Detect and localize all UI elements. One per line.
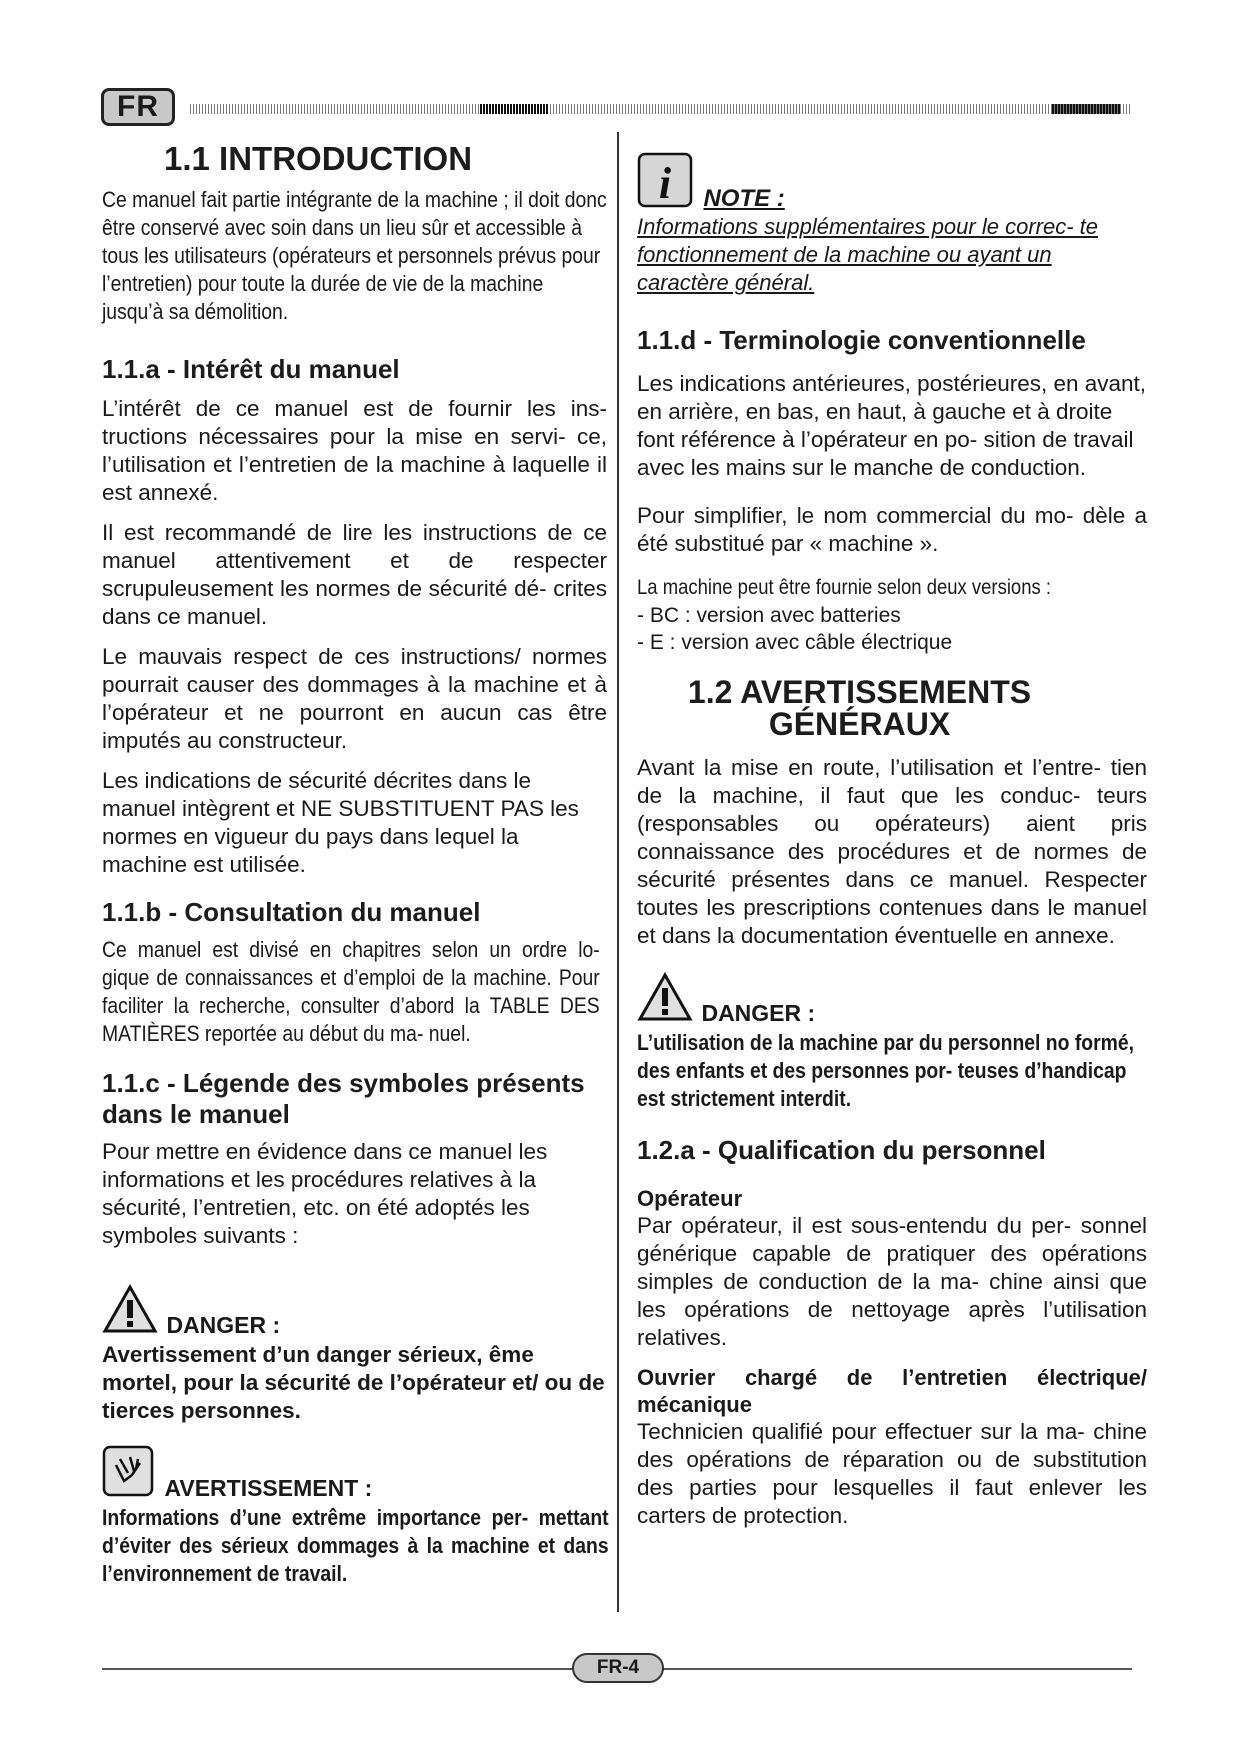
paragraph-a4: Les indications de sécurité décrites dans le manuel intègrent et NE SUBSTITUENT PAS les normes en vigueur du pays dans lequel la machine est utilisée. — [102, 768, 579, 877]
note-legend — [637, 152, 1147, 213]
right-column — [637, 152, 1147, 1530]
column-divider — [617, 132, 619, 1612]
subsection-title-c: 1.1.c - Légende des symboles présents dans le manuel — [102, 1068, 585, 1129]
header-rule-mark — [480, 104, 548, 114]
paragraph-c: Pour mettre en évidence dans ce manuel les informations et les procédures relatives à la sécurité, l’entretien, etc. on été adoptés les symboles suivants : — [102, 1139, 548, 1248]
paragraph-d3: La machine peut être fournie selon deux versions : — [637, 576, 1051, 599]
danger-label: DANGER : — [701, 1000, 816, 1026]
note-text: Informations supplémentaires pour le correc- te fonctionnement de la machine ou ayant un caractère général. — [637, 214, 1098, 295]
paragraph-a3: Le mauvais respect de ces instructions/ normes pourrait causer des dommages à la machine et à l’opérateur et ne pourront en aucun cas être imputés au constructeur. — [102, 644, 607, 753]
warning-triangle-icon — [102, 1284, 158, 1339]
svg-text:i: i — [658, 159, 672, 208]
language-badge: FR — [101, 88, 175, 126]
warning-legend — [102, 1445, 607, 1502]
header-rule-mark — [1052, 104, 1120, 114]
section-title-line-2: GÉNÉRAUX — [768, 706, 951, 742]
subsection-title-b: 1.1.b - Consultation du manuel — [102, 897, 481, 927]
section-title-line-1: 1.2 AVERTISSEMENTS — [687, 674, 1032, 710]
hand-warning-icon — [102, 1445, 154, 1502]
note-label: NOTE : — [703, 185, 785, 212]
paragraph-a1: L’intérêt de ce manuel est de fournir les ins- tructions nécessaires pour la mise en servi- ce, l’utilisation et l’entretien de la machine à laquelle il est annexé. — [102, 396, 607, 505]
paragraph-d1: Les indications antérieures, postérieures, en avant, en arrière, en bas, en haut, à gauche et à droite font référence à l’opérateur en po- sition de travail avec les mains sur le manche de conduction. — [637, 371, 1147, 480]
paragraph-s2: Avant la mise en route, l’utilisation et l’entre- tien de la machine, il faut que les conduc- teurs (responsables ou opérateurs) aient pris connaissance des procédures et de normes de sécurité présentes dans ce manuel. Respecter toutes les prescriptions contenues dans le manuel et dans la documentation éventuelle en annexe. — [637, 755, 1147, 948]
warning-text: Informations d’une extrême importance per- mettant d’éviter des sérieux dommages à la machine et dans l’environnement de travail. — [102, 1505, 609, 1586]
paragraph-a2: Il est recommandé de lire les instructions de ce manuel attentivement et de respecter scrupuleusement les normes de sécurité dé- crites dans ce manuel. — [102, 520, 607, 629]
version-bc: - BC : version avec batteries — [637, 604, 901, 627]
section-title-introduction: 1.1 INTRODUCTION — [164, 140, 473, 177]
warning-label: AVERTISSEMENT : — [164, 1475, 373, 1501]
operator-text: Par opérateur, il est sous-entendu du per- sonnel générique capable de pratiquer des opérations simples de conduction de la ma- chine ainsi que les opérations de nettoyage après l’utilisation relatives. — [637, 1213, 1147, 1350]
page-number: FR-4 — [572, 1653, 664, 1683]
subsection-title-d: 1.1.d - Terminologie conventionnelle — [637, 325, 1086, 355]
danger-legend — [102, 1284, 607, 1339]
subsection-title-qualification: 1.2.a - Qualification du personnel — [637, 1135, 1046, 1165]
warning-triangle-icon — [637, 972, 693, 1027]
danger-notice — [637, 972, 1147, 1027]
intro-paragraph: Ce manuel fait partie intégrante de la machine ; il doit donc être conservé avec soin dans un lieu sûr et accessible à tous les utilisateurs (opérateurs et personnels prévus pour l’entretien) pour toute la durée de vie de la machine jusqu’à sa démolition. — [102, 187, 607, 324]
info-icon — [637, 152, 693, 213]
paragraph-d2: Pour simplifier, le nom commercial du mo- dèle a été substitué par « machine ». — [637, 503, 1147, 556]
version-e: - E : version avec câble électrique — [637, 631, 953, 654]
left-column — [102, 140, 607, 1588]
section-title-avertissements — [637, 676, 1082, 740]
danger-text: Avertissement d’un danger sérieux, ême mortel, pour la sécurité de l’opérateur et/ ou de tierces personnes. — [102, 1342, 605, 1423]
operator-title: Opérateur — [637, 1186, 743, 1211]
subsection-title-a: 1.1.a - Intérêt du manuel — [102, 354, 400, 384]
danger-text: L’utilisation de la machine par du personnel no formé, des enfants et des personnes por- teuses d’handicap est strictement interdit. — [637, 1030, 1134, 1111]
danger-label: DANGER : — [166, 1312, 281, 1338]
paragraph-b: Ce manuel est divisé en chapitres selon un ordre lo- gique de connaissances et d’emploi de la machine. Pour faciliter la recherche, consulter d’abord la TABLE DES MATIÈRES reportée au début du ma- nuel. — [102, 937, 600, 1046]
header-rule — [190, 104, 1130, 114]
technician-text: Technicien qualifié pour effectuer sur la ma- chine des opérations de réparation ou de substitution des parties pour lesquelles il faut enlever les carters de protection. — [637, 1419, 1147, 1528]
technician-title: Ouvrier chargé de l’entretien électrique/ mécanique — [637, 1365, 1147, 1417]
